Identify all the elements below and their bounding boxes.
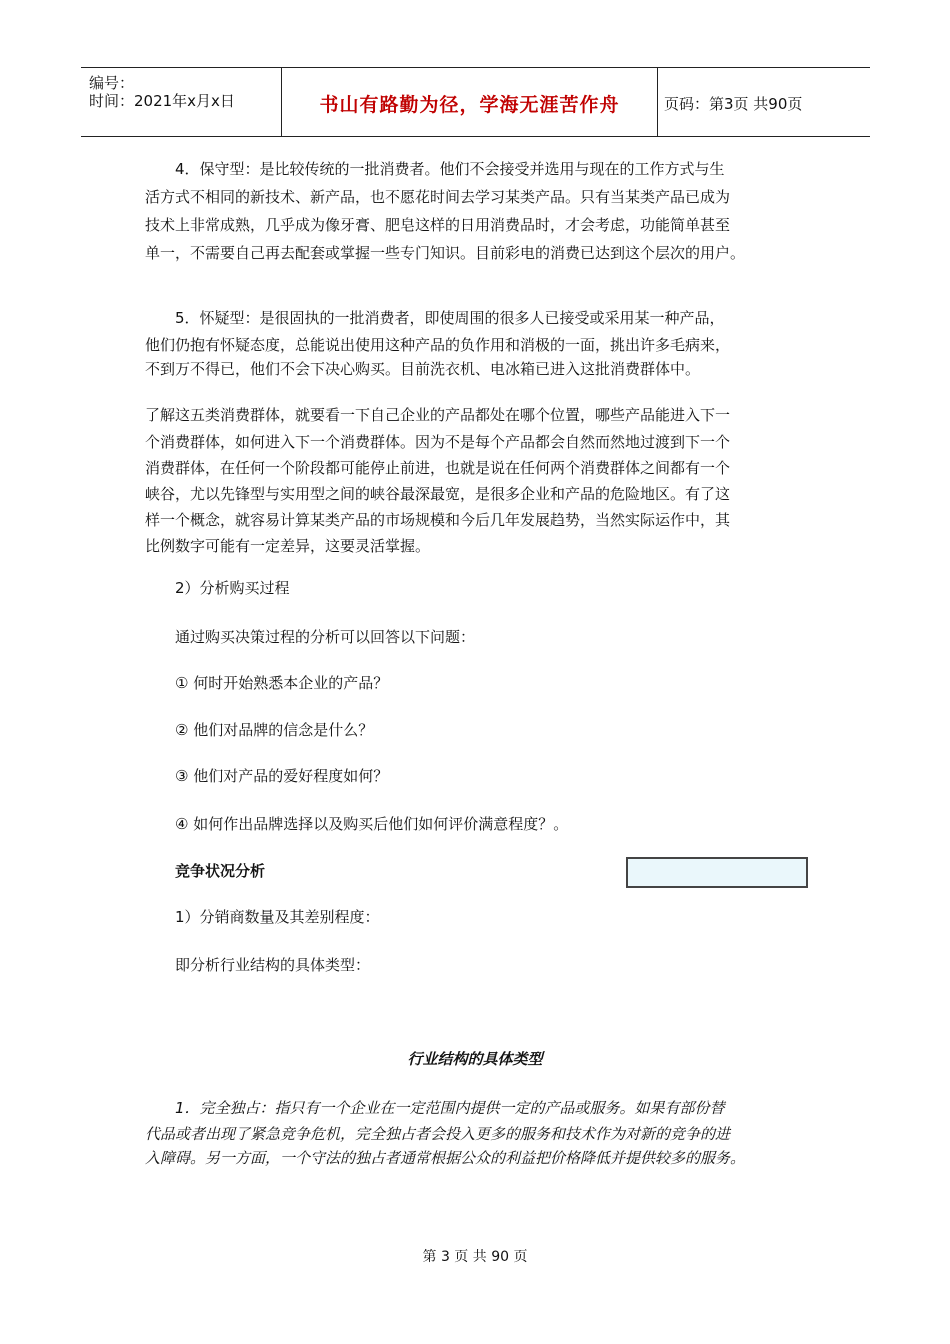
question-item-3: ③ 他们对产品的爱好程度如何？ — [175, 767, 389, 785]
summary-line-2: 个消费群体，如何进入下一个消费群体。因为不是每个产品都会自然而然地过渡到下一个 — [145, 433, 731, 451]
header-motto-cell — [282, 68, 658, 136]
page-header — [81, 67, 870, 137]
para4-line-4: 单一，不需要自己再去配套或掌握一些专门知识。目前彩电的消费已达到这个层次的用户。 — [145, 244, 746, 262]
document-number-label: 编号： — [89, 74, 135, 92]
italic-section-title: 行业结构的具体类型 — [407, 1050, 543, 1068]
summary-line-4: 峡谷，尤以先锋型与实用型之间的峡谷最深最宽，是很多企业和产品的危险地区。有了这 — [145, 485, 731, 503]
question-item-1: ① 何时开始熟悉本企业的产品？ — [175, 674, 389, 692]
header-motto: 书山有路勤为径，学海无涯苦作舟 — [319, 94, 620, 116]
para5-line-1: 5．怀疑型：是很固执的一批消费者，即使周围的很多人已接受或采用某一种产品， — [175, 309, 725, 327]
question-item-4: ④ 如何作出品牌选择以及购买后他们如何评价满意程度？。 — [175, 815, 569, 833]
summary-line-1: 了解这五类消费群体，就要看一下自己企业的产品都处在哪个位置，哪些产品能进入下一 — [145, 406, 731, 424]
subheading-distributors: 1）分销商数量及其差别程度： — [175, 908, 380, 926]
highlight-box — [626, 857, 808, 888]
para4-line-2: 活方式不相同的新技术、新产品，也不愿花时间去学习某类产品。只有当某类产品已成为 — [145, 188, 731, 206]
para5-line-2: 他们仍抱有怀疑态度，总能说出使用这种产品的负作用和消极的一面，挑出许多毛病来， — [145, 336, 731, 354]
questions-intro: 通过购买决策过程的分析可以回答以下问题： — [175, 628, 476, 646]
summary-line-5: 样一个概念，就容易计算某类产品的市场规模和今后几年发展趋势，当然实际运作中，其 — [145, 511, 731, 529]
summary-line-6: 比例数字可能有一定差异，这要灵活掌握。 — [145, 537, 431, 555]
header-page-cell — [658, 68, 870, 136]
para5-line-3: 不到万不得已，他们不会下决心购买。目前洗衣机、电冰箱已进入这批消费群体中。 — [145, 360, 701, 378]
header-page-info: 页码：第3页 共90页 — [664, 95, 803, 113]
para4-line-1: 4．保守型：是比较传统的一批消费者。他们不会接受并选用与现在的工作方式与生 — [175, 160, 725, 178]
summary-line-3: 消费群体，在任何一个阶段都可能停止前进，也就是说在任何两个消费群体之间都有一个 — [145, 459, 731, 477]
section-heading-competition: 竞争状况分析 — [175, 862, 266, 880]
monopoly-line-2: 代品或者出现了紧急竞争危机，完全独占者会投入更多的服务和技术作为对新的竞争的进 — [145, 1125, 731, 1143]
document-date: 时间：2021年x月x日 — [89, 92, 235, 110]
page-footer: 第 3 页 共 90 页 — [422, 1249, 528, 1265]
industry-structure-intro: 即分析行业结构的具体类型： — [175, 956, 371, 974]
header-meta-cell — [81, 68, 282, 136]
monopoly-line-3: 入障碍。另一方面，一个守法的独占者通常根据公众的利益把价格降低并提供较多的服务。 — [145, 1149, 746, 1167]
monopoly-line-1: 1．完全独占：指只有一个企业在一定范围内提供一定的产品或服务。如果有部份替 — [175, 1099, 725, 1117]
question-item-2: ② 他们对品牌的信念是什么？ — [175, 721, 374, 739]
subheading-purchase-process: 2）分析购买过程 — [175, 579, 290, 597]
para4-line-3: 技术上非常成熟，几乎成为像牙膏、肥皂这样的日用消费品时，才会考虑，功能简单甚至 — [145, 216, 731, 234]
